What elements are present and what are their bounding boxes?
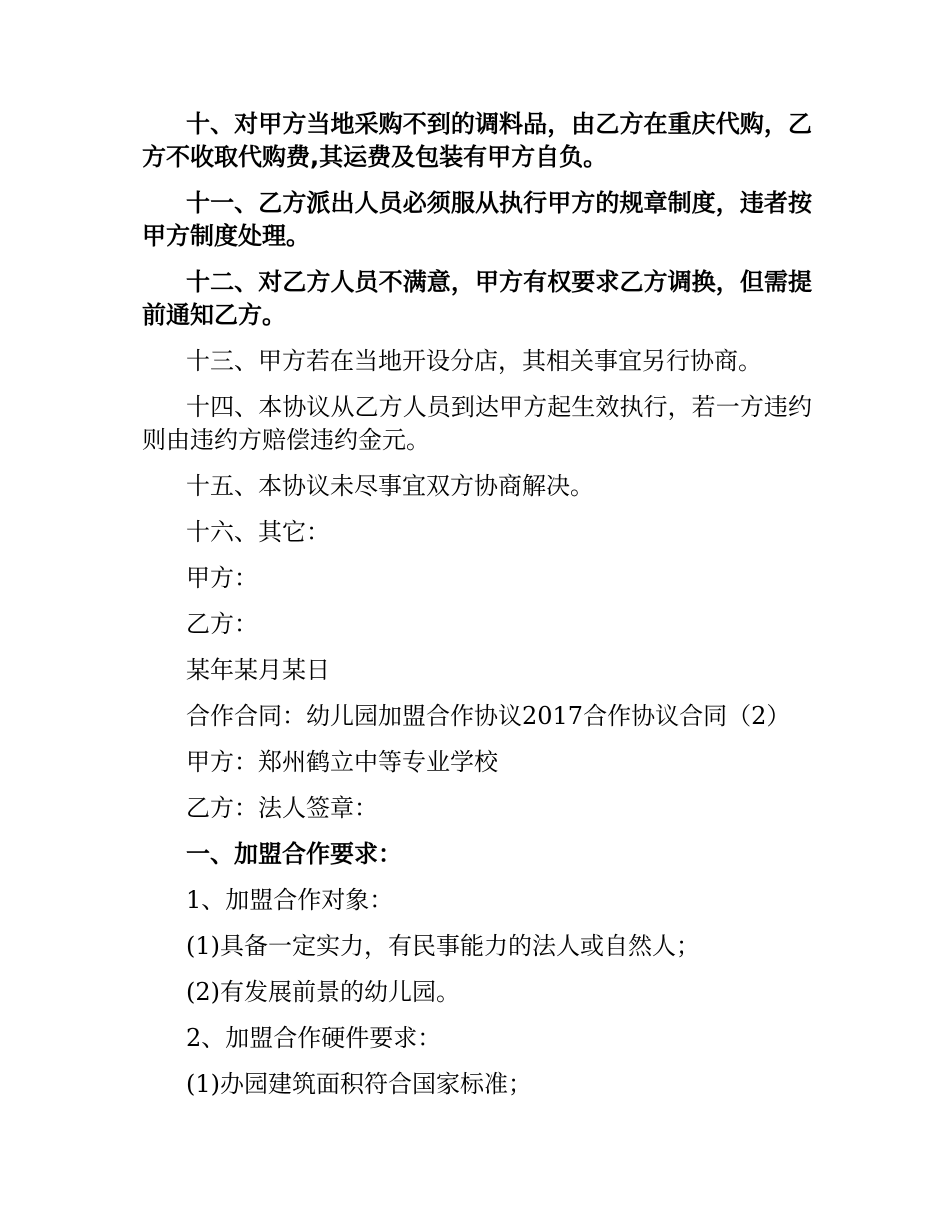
list-item-2-1: (1)办园建筑面积符合国家标准； bbox=[186, 1070, 532, 1098]
section-heading-1: 一、加盟合作要求： bbox=[186, 840, 402, 868]
contract-title: 合作合同：幼儿园加盟合作协议2017合作协议合同（2） bbox=[186, 702, 791, 730]
clause-11: 十一、乙方派出人员必须服从执行甲方的规章制度，违者按甲方制度处理。 bbox=[142, 189, 812, 250]
clause-16: 十六、其它： bbox=[186, 518, 330, 546]
list-item-1-2: (2)有发展前景的幼儿园。 bbox=[186, 978, 460, 1006]
subsection-1: 1、加盟合作对象： bbox=[186, 886, 394, 914]
party-b-signature: 乙方： bbox=[186, 610, 258, 638]
party-b-name: 乙方：法人签章： bbox=[186, 794, 378, 822]
signing-date: 某年某月某日 bbox=[186, 656, 330, 684]
list-item-1-1: (1)具备一定实力，有民事能力的法人或自然人； bbox=[186, 932, 700, 960]
party-a-signature: 甲方： bbox=[186, 564, 258, 592]
subsection-2: 2、加盟合作硬件要求： bbox=[186, 1024, 442, 1052]
document-page bbox=[142, 108, 812, 1114]
clause-13: 十三、甲方若在当地开设分店，其相关事宜另行协商。 bbox=[186, 347, 762, 375]
clause-15: 十五、本协议未尽事宜双方协商解决。 bbox=[186, 472, 594, 500]
clause-14: 十四、本协议从乙方人员到达甲方起生效执行，若一方违约则由违约方赔偿违约金元。 bbox=[142, 393, 812, 454]
clause-12: 十二、对乙方人员不满意，甲方有权要求乙方调换，但需提前通知乙方。 bbox=[142, 268, 812, 329]
party-a-name: 甲方：郑州鹤立中等专业学校 bbox=[186, 748, 498, 776]
clause-10: 十、对甲方当地采购不到的调料品，由乙方在重庆代购，乙方不收取代购费,其运费及包装有甲方自负。 bbox=[142, 110, 812, 171]
